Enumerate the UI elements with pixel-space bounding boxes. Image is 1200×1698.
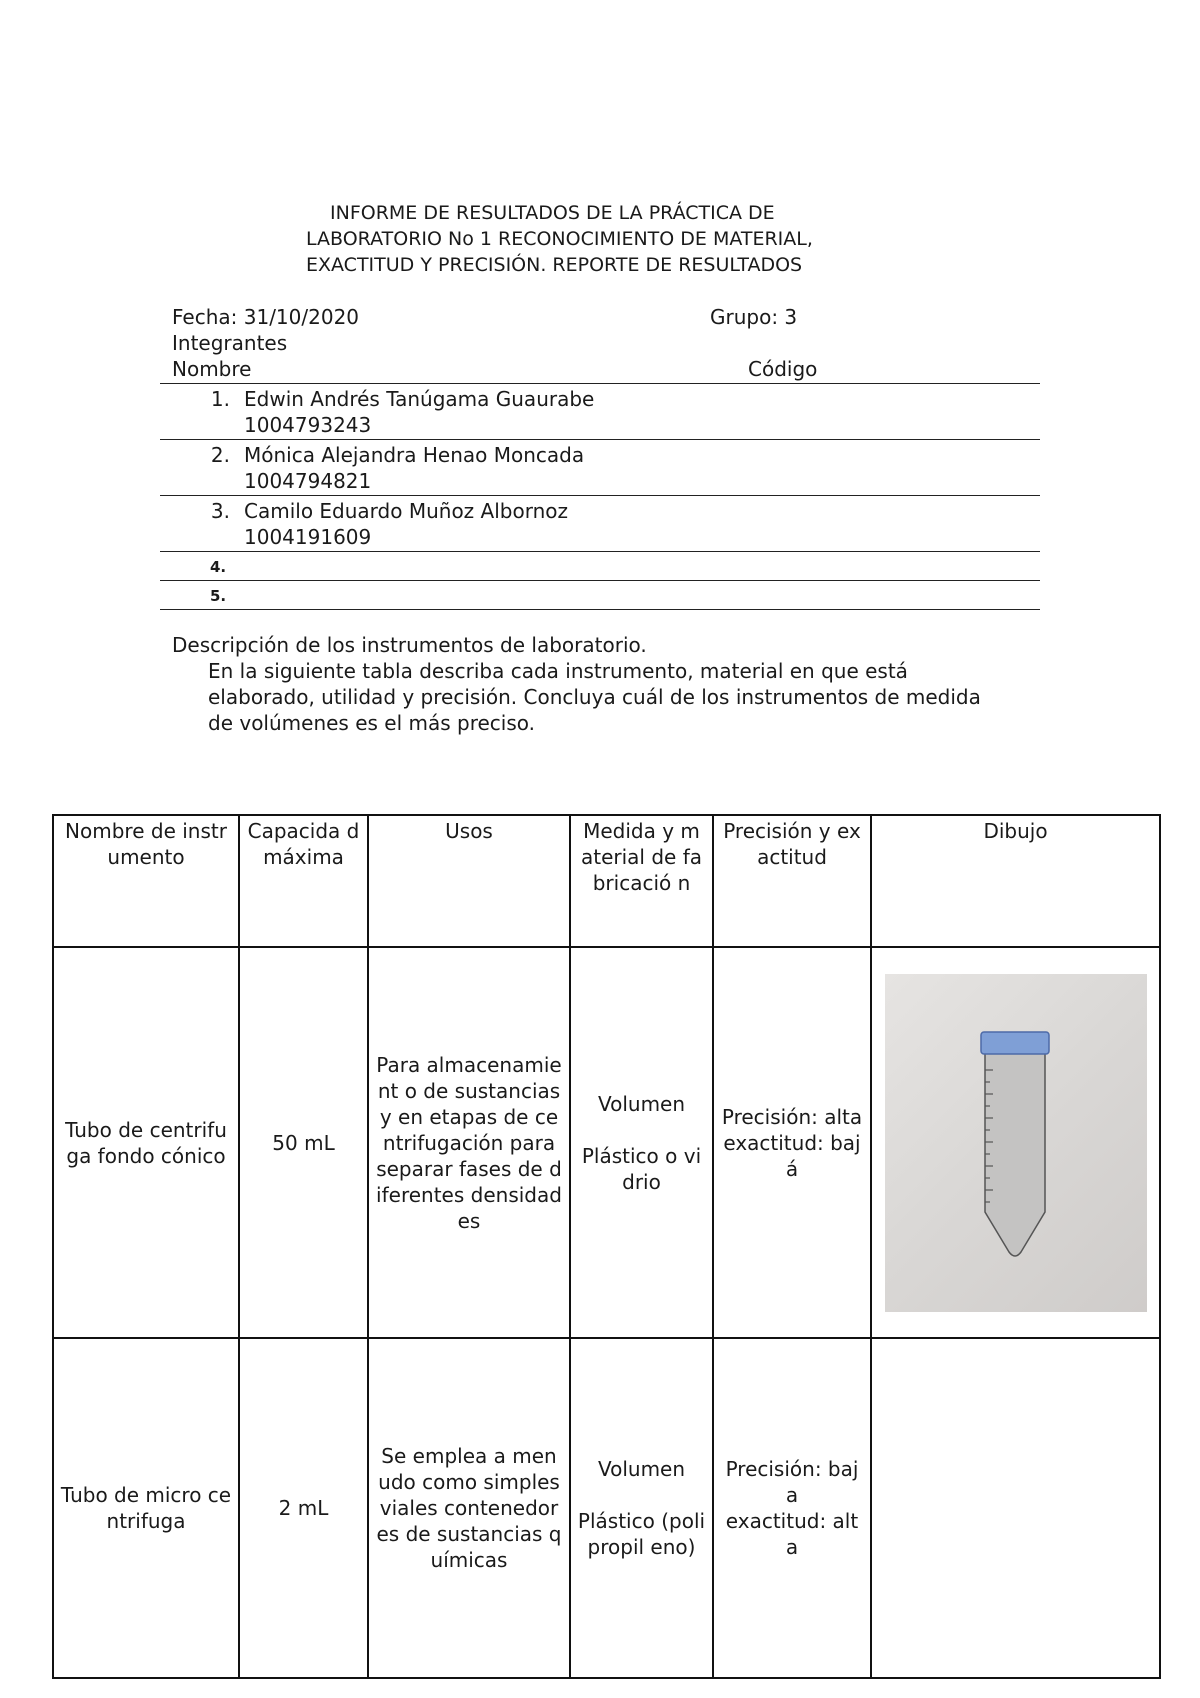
cell-measure-material (570, 1338, 713, 1678)
cell-uses: Se emplea a menudo como simples viales contenedores de sustancias químicas (368, 1338, 570, 1678)
codigo-column-label: Código (748, 357, 818, 381)
title-line-3: EXACTITUD Y PRECISIÓN. REPORTE DE RESULTADOS (306, 254, 803, 276)
member-code: 1004794821 (244, 469, 372, 493)
grupo-label: Grupo: 3 (710, 305, 798, 329)
description-body: En la siguiente tabla describa cada instrumento, material en que está elaborado, utilidad y precisión. Concluya cuál de los instrumentos de medida de volúmenes es el más preciso. (208, 659, 981, 735)
fecha-label: Fecha: 31/10/2020 (172, 305, 360, 329)
description-heading: Descripción de los instrumentos de laboratorio. (172, 633, 647, 657)
header-medida-material: Medida y material de fabricació n (570, 815, 713, 947)
cell-capacity: 2 mL (239, 1338, 368, 1678)
conical-tube-photo (885, 974, 1147, 1312)
cell-instrument-name: Tubo de centrifuga fondo cónico (53, 947, 239, 1338)
table-row (53, 1338, 1160, 1678)
member-row (160, 383, 1040, 440)
cell-precision (713, 1338, 871, 1678)
member-row (160, 496, 1040, 552)
member-number: 1. (210, 387, 230, 411)
member-name: Camilo Eduardo Muñoz Albornoz (244, 499, 568, 523)
member-row (160, 440, 1040, 496)
nombre-column-label: Nombre (172, 357, 252, 381)
measure-text: Volumen (597, 1091, 686, 1116)
document-title (290, 200, 930, 278)
table-row (53, 947, 1160, 1338)
material-text: Plástico o vidrio (581, 1143, 702, 1194)
cell-drawing-empty (871, 1338, 1160, 1678)
precision-text: Precisión: alta (721, 1104, 863, 1129)
member-name: Mónica Alejandra Henao Moncada (244, 443, 585, 467)
member-row (160, 552, 1040, 581)
cell-precision (713, 947, 871, 1338)
accuracy-text: exactitud: bajá (723, 1130, 861, 1181)
header-usos: Usos (368, 815, 570, 947)
member-number: 4. (210, 558, 227, 576)
member-number: 5. (210, 587, 227, 605)
header-nombre: Nombre de instrumento (53, 815, 239, 947)
cell-drawing (871, 947, 1160, 1338)
table-header-row (53, 815, 1160, 947)
material-text: Plástico (polipropil eno) (577, 1509, 706, 1559)
member-number: 3. (210, 499, 230, 523)
title-line-1: INFORME DE RESULTADOS DE LA PRÁCTICA DE (330, 202, 775, 224)
precision-text: Precisión: baja (725, 1457, 859, 1507)
member-name: Edwin Andrés Tanúgama Guaurabe (244, 387, 595, 411)
title-line-2: LABORATORIO No 1 RECONOCIMIENTO DE MATERIAL, (306, 228, 813, 250)
instruments-table (52, 814, 1161, 1679)
header-dibujo: Dibujo (871, 815, 1160, 947)
integrantes-label: Integrantes (172, 331, 288, 355)
member-row (160, 581, 1040, 610)
members-list (160, 383, 1040, 610)
cell-capacity: 50 mL (239, 947, 368, 1338)
accuracy-text: exactitud: alta (725, 1509, 859, 1559)
cell-uses: Para almacenamient o de sustancias y en etapas de centrifugación para separar fases de diferentes densidades (368, 947, 570, 1338)
member-code: 1004191609 (244, 525, 372, 549)
header-capacidad: Capacida d máxima (239, 815, 368, 947)
cell-measure-material (570, 947, 713, 1338)
description-section (172, 632, 1052, 736)
member-code: 1004793243 (244, 413, 372, 437)
measure-text: Volumen (597, 1457, 686, 1481)
member-number: 2. (210, 443, 230, 467)
conical-tube-drawing (885, 974, 1147, 1312)
cell-instrument-name: Tubo de micro centrifuga (53, 1338, 239, 1678)
header-precision: Precisión y exactitud (713, 815, 871, 947)
